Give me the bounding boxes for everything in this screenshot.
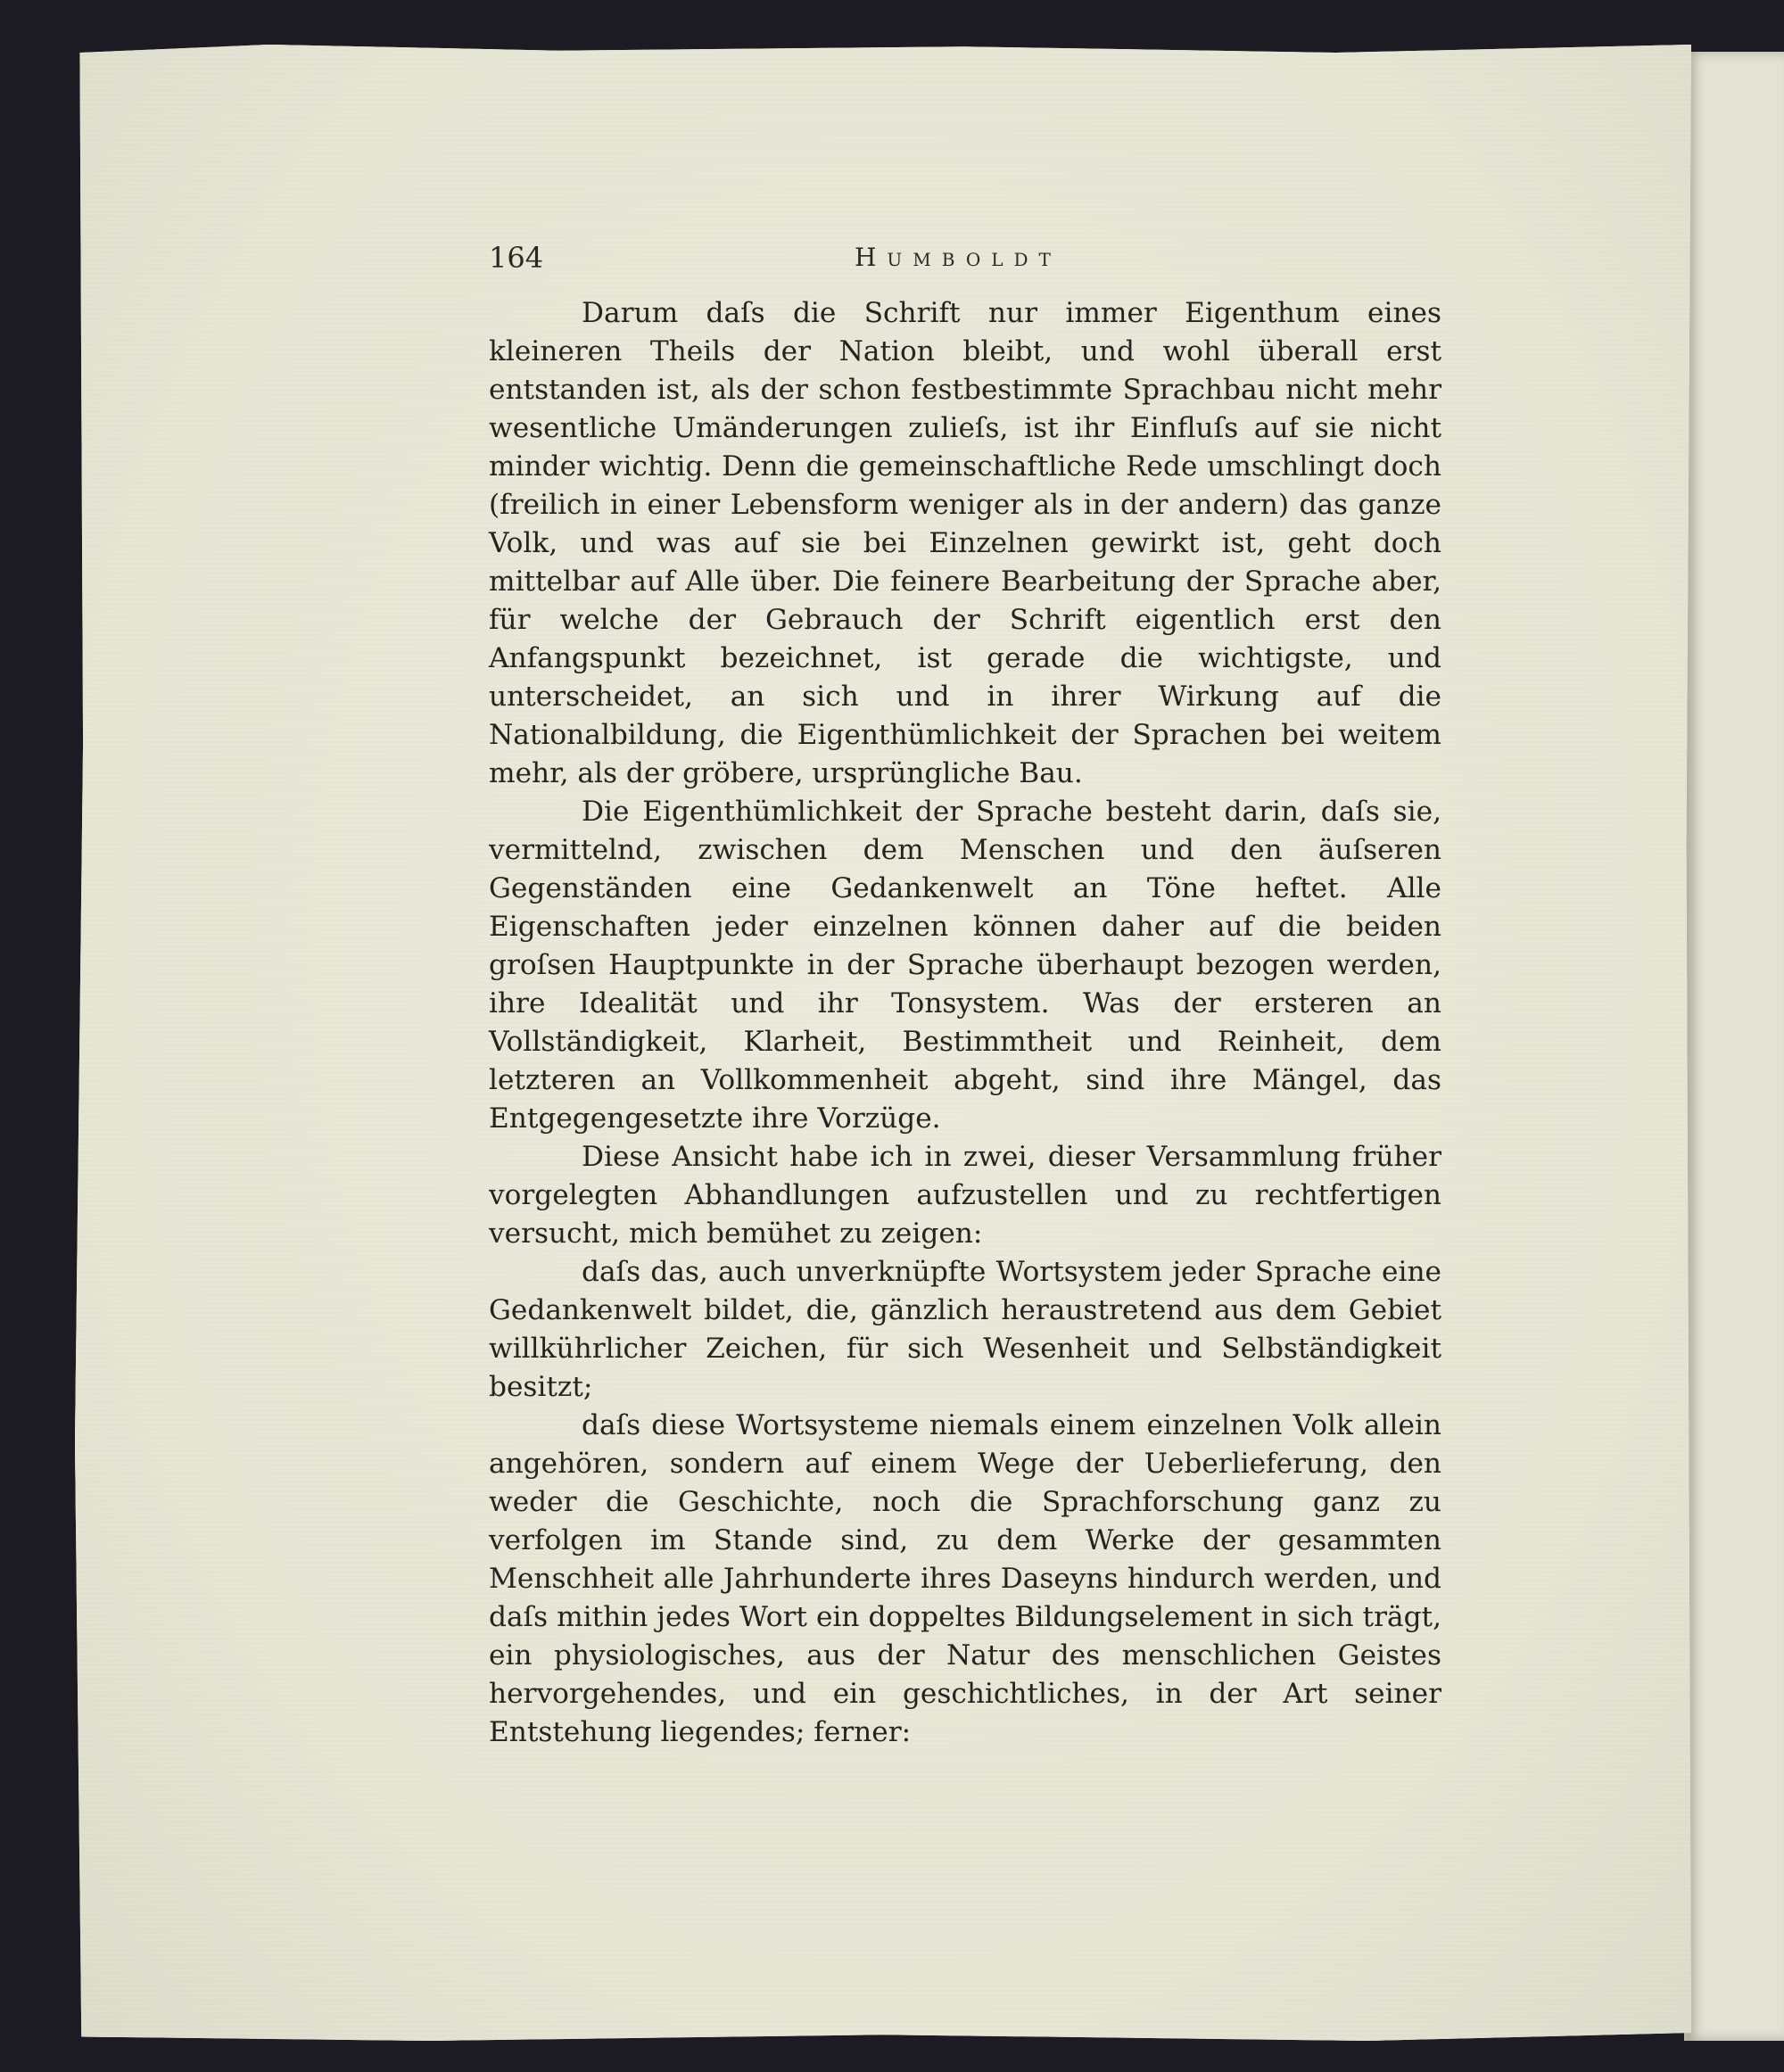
page-header	[489, 241, 1434, 277]
page-number: 164	[489, 241, 544, 275]
adjacent-page-edge	[1684, 52, 1784, 2041]
paragraph: daſs diese Wortsysteme niemals einem einzelnen Volk allein angehören, sondern auf einem Wege der Ueberlieferung, den weder die Geschichte, noch die Sprachforschung ganz zu verfolgen im Stande sind, zu dem Werke der gesammten Menschheit alle Jahrhunderte ihres Daseyns hindurch werden, und daſs mithin jedes Wort ein doppeltes Bildungselement in sich trägt, ein physiologisches, aus der Natur des menschlichen Geistes hervorgehendes, und ein geschichtliches, in der Art seiner Entstehung liegendes; ferner:	[489, 1409, 1441, 1748]
paragraph: Darum daſs die Schrift nur immer Eigenthum eines kleineren Theils der Nation bleibt, und wohl überall erst entstanden ist, als der schon festbestimmte Sprachbau nicht mehr wesentliche Umänderungen zulieſs, ist ihr Einfluſs auf sie nicht minder wichtig. Denn die gemeinschaftliche Rede umschlingt doch (freilich in einer Lebensform weniger als in der andern) das ganze Volk, und was auf sie bei Einzelnen gewirkt ist, geht doch mittelbar auf Alle über. Die feinere Bearbeitung der Sprache aber, für welche der Gebrauch der Schrift eigentlich erst den Anfangspunkt bezeichnet, ist gerade die wichtigste, und unterscheidet, an sich und in ihrer Wirkung auf die Nationalbildung, die Eigenthümlichkeit der Sprachen bei weitem mehr, als der gröbere, ursprüngliche Bau.	[489, 297, 1441, 789]
paragraph: Diese Ansicht habe ich in zwei, dieser Versammlung früher vorgelegten Abhandlungen aufzustellen und zu rechtfertigen versucht, mich bemühet zu zeigen:	[489, 1141, 1441, 1250]
paragraph: daſs das, auch unverknüpfte Wortsystem jeder Sprache eine Gedankenwelt bildet, die, gänzlich heraustretend aus dem Gebiet willkührlicher Zeichen, für sich Wesenheit und Selbständigkeit besitzt;	[489, 1256, 1441, 1403]
running-head: Humboldt	[855, 243, 1061, 272]
body-text	[489, 294, 1441, 1752]
paragraph: Die Eigenthümlichkeit der Sprache besteht darin, daſs sie, vermittelnd, zwischen dem Menschen und den äuſseren Gegenständen eine Gedankenwelt an Töne heftet. Alle Eigenschaften jeder einzelnen können daher auf die beiden groſsen Hauptpunkte in der Sprache überhaupt bezogen werden, ihre Idealität und ihr Tonsystem. Was der ersteren an Vollständigkeit, Klarheit, Bestimmtheit und Reinheit, dem letzteren an Vollkommenheit abgeht, sind ihre Mängel, das Entgegengesetzte ihre Vorzüge.	[489, 796, 1441, 1135]
